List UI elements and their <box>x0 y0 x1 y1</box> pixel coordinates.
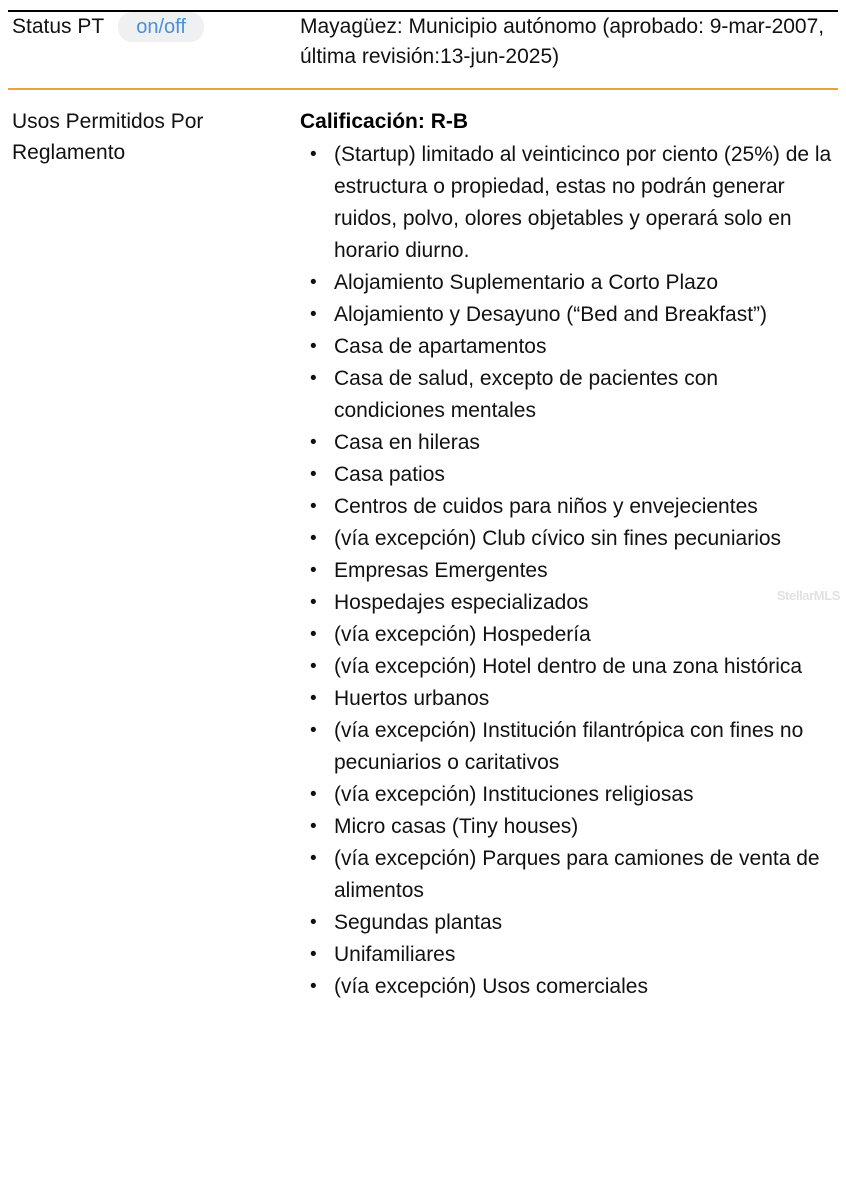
status-label: Status PT <box>12 15 105 38</box>
uses-content <box>300 106 846 1003</box>
list-item: • (vía excepción) Hotel dentro de una zona histórica <box>300 651 832 683</box>
status-row <box>0 12 846 72</box>
list-item: • (vía excepción) Club cívico sin fines pecuniarios <box>300 523 832 555</box>
list-item: • Alojamiento Suplementario a Corto Plazo <box>300 267 832 299</box>
list-item: • (vía excepción) Usos comerciales <box>300 971 832 1003</box>
status-cell <box>0 12 300 42</box>
permitted-uses-list <box>300 139 832 1003</box>
list-item: • Huertos urbanos <box>300 683 832 715</box>
list-item: • (vía excepción) Instituciones religiosas <box>300 779 832 811</box>
list-item: • Hospedajes especializados <box>300 587 832 619</box>
list-item: • (Startup) limitado al veinticinco por ciento (25%) de la estructura o propiedad, estas no podrán generar ruidos, polvo, olores objetables y operará solo en horario diurno. <box>300 139 832 267</box>
uses-row <box>0 106 846 1003</box>
list-item: • (vía excepción) Parques para camiones de venta de alimentos <box>300 843 832 907</box>
list-item: • (vía excepción) Institución filantrópica con fines no pecuniarios o caritativos <box>300 715 832 779</box>
list-item: • Casa en hileras <box>300 427 832 459</box>
classification-heading: Calificación: R-B <box>300 110 469 133</box>
list-item: • Unifamiliares <box>300 939 832 971</box>
list-item: • Alojamiento y Desayuno (“Bed and Breakfast”) <box>300 299 832 331</box>
list-item: • (vía excepción) Hospedería <box>300 619 832 651</box>
accent-divider <box>8 88 838 90</box>
onoff-toggle[interactable]: on/off <box>118 12 204 42</box>
list-item: • Empresas Emergentes <box>300 555 832 587</box>
uses-row-label: Usos Permitidos Por Reglamento <box>12 110 204 164</box>
watermark-logo: StellarMLS <box>776 588 840 603</box>
municipality-text: Mayagüez: Municipio autónomo (aprobado: 9-mar-2007, última revisión:13-jun-2025) <box>300 15 825 68</box>
list-item: • Casa de apartamentos <box>300 331 832 363</box>
list-item: • Centros de cuidos para niños y envejecientes <box>300 491 832 523</box>
list-item: • Segundas plantas <box>300 907 832 939</box>
list-item: • Micro casas (Tiny houses) <box>300 811 832 843</box>
list-item: • Casa de salud, excepto de pacientes con condiciones mentales <box>300 363 832 427</box>
list-item: • Casa patios <box>300 459 832 491</box>
